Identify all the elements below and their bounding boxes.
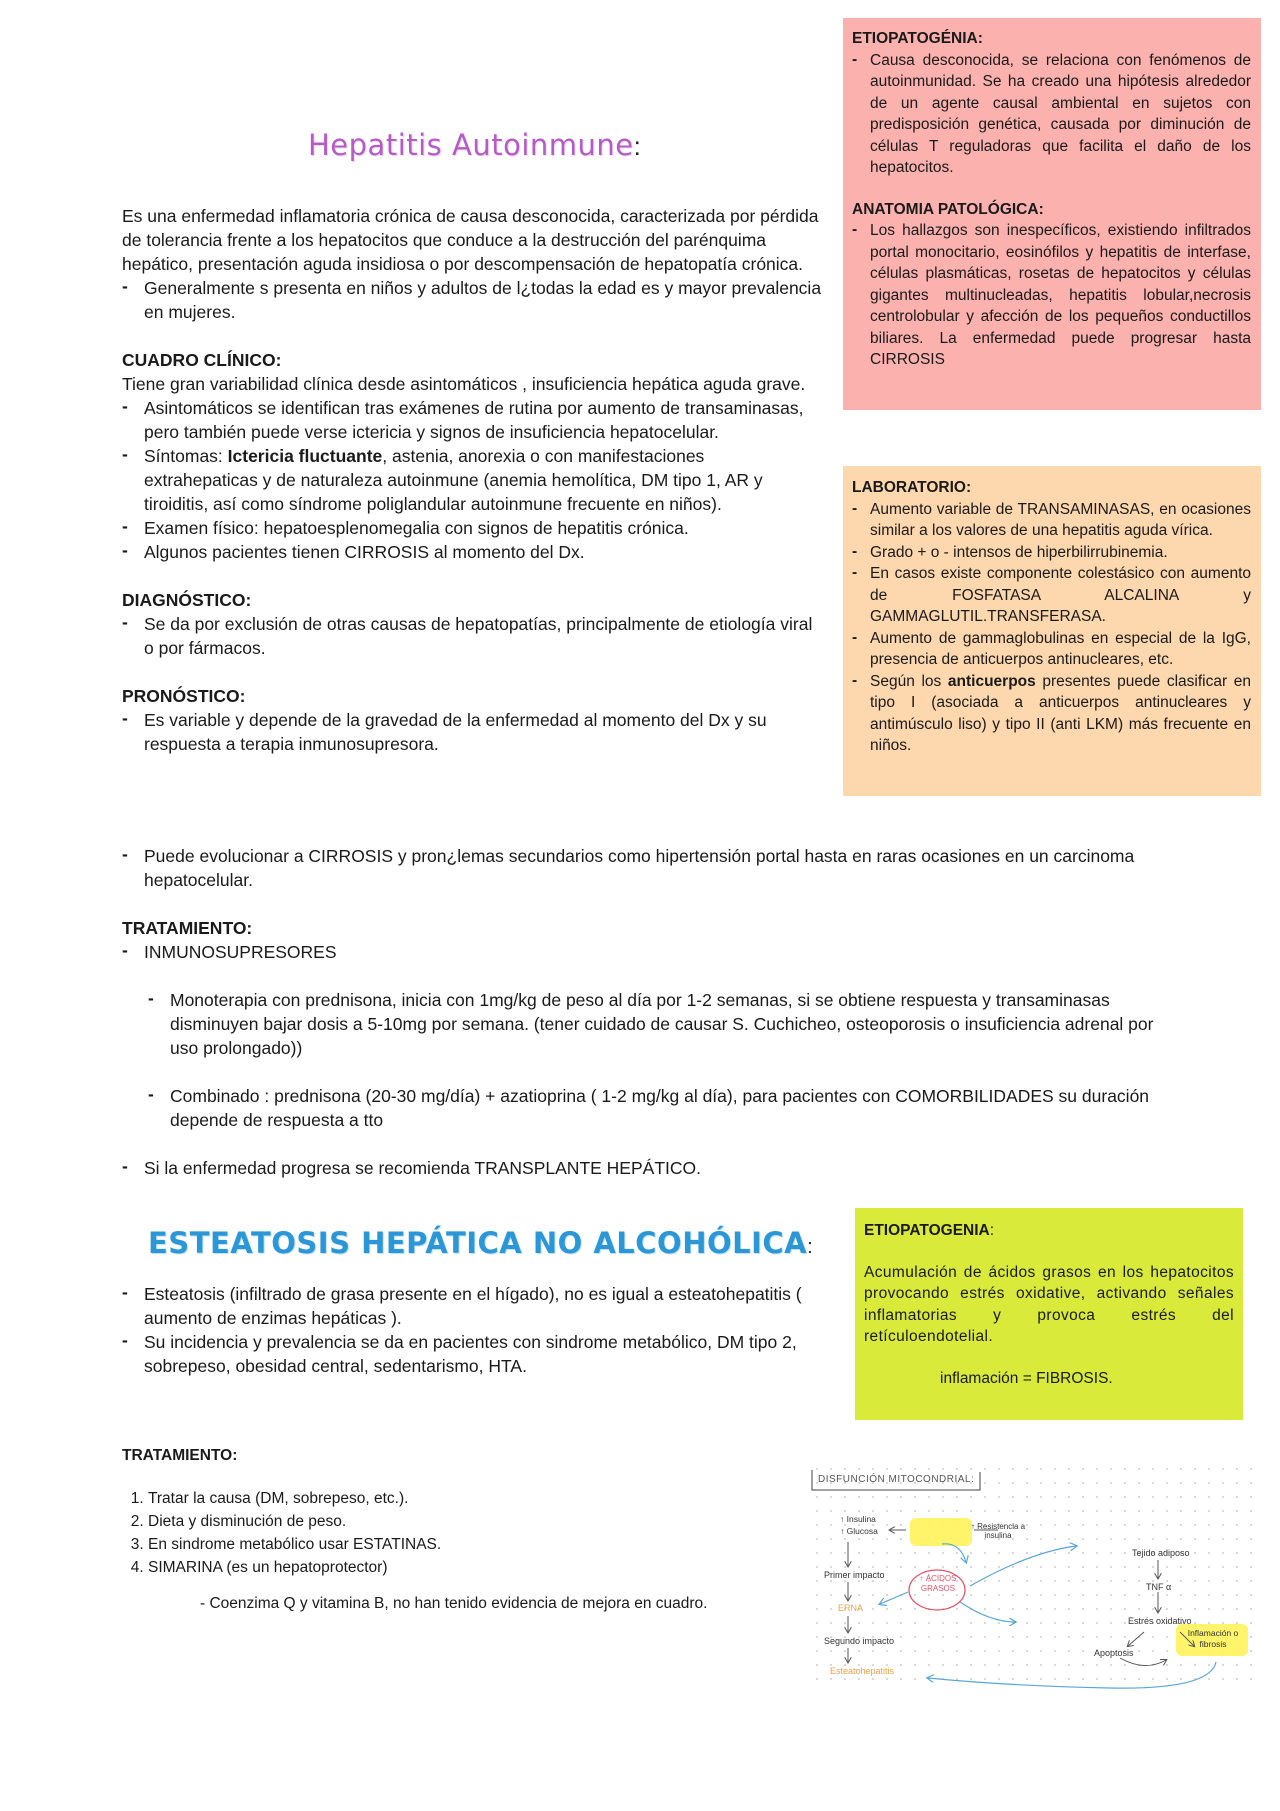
etiopatogenia-esteatosis-text: Acumulación de ácidos grasos en los hepatocitos provocando estrés oxidative, activando señales inflamatorias y provoca estrés del retículoendotelial. [864,1263,1234,1345]
intro-paragraph: Es una enfermedad inflamatoria crónica de causa desconocida, caracterizada por pérdida de tolerancia frente a los hepatocitos que conduce a la destrucción del parénquima hepático, presentación aguda insidiosa o por descompensación de hepatopatía crónica. [122,206,819,274]
highlight [910,1518,972,1546]
diagram-label: ↑ Resistencia a insulina [970,1522,1026,1540]
diagram-label: Primer impacto [824,1570,885,1580]
anatomia-heading: ANATOMIA PATOLÓGICA: [852,200,1044,218]
tratamiento-subbullet: - Combinado : prednisona (20-30 mg/día) + azatioprina ( 1-2 mg/kg al día), para pacientes con COMORBILIDADES su duración depende de respuesta a tto [148,1084,1172,1132]
diagram-label: Segundo impacto [824,1636,895,1646]
list-item: 1. Tratar la causa (DM, sobrepeso, etc.). [148,1487,842,1510]
diagnostico-heading: DIAGNÓSTICO: [122,590,252,610]
diagnostico-bullet: - Se da por exclusión de otras causas de hepatopatías, principalmente de etiología viral o por fármacos. [122,612,822,660]
tratamiento-subbullet: - Monoterapia con prednisona, inicia con 1mg/kg de peso al día por 1-2 semanas, si se obtiene respuesta y transaminasas disminuyen bajar dosis a 5-10mg por semana. (tener cuidado de causar S. Cuchicheo, osteoporosis o insuficiencia adrenal por uso prolongado)) [148,988,1172,1060]
cuadro-bullet: - Algunos pacientes tienen CIRROSIS al momento del Dx. [122,540,822,564]
arrow [880,1592,908,1604]
tratamiento-list [122,1487,842,1579]
etiopatogenia-heading: ETIOPATOGÉNIA: [852,30,983,47]
section-title [148,1226,813,1260]
esteatosis-treatment [122,1447,842,1613]
lab-item: - En casos existe componente colestásico con aumento de FOSFATASA ALCALINA y GAMMAGLUTIL.TRANSFERASA. [852,563,1251,628]
arrow [928,1662,1216,1688]
arrow [1120,1658,1166,1666]
title-hepatitis-autoinmune: Hepatitis Autoinmune [308,128,634,162]
tratamiento-note: - Coenzima Q y vitamina B, no han tenido evidencia de mejora en cuadro. [200,1595,708,1612]
esteatosis-body [122,1282,822,1378]
arrow [1128,1632,1144,1646]
etiopatogenia-esteatosis-heading: ETIOPATOGENIA: [864,1222,995,1239]
esteatosis-bullet: - Esteatosis (infiltrado de grasa presente en el hígado), no es igual a esteatohepatitis ( aumento de enzimas hepáticas ). [122,1282,822,1330]
diagram-label: ↑ ÁCIDOS GRASOS [919,1574,957,1593]
diagram-label: Tejido adiposo [1132,1548,1190,1558]
intro-bullet: - Generalmente s presenta en niños y adultos de l¿todas la edad es y mayor prevalencia en mujeres. [122,276,822,324]
title-colon: : [633,131,641,161]
diagram-label: Apoptosis [1094,1648,1134,1658]
lab-item: - Según los anticuerpos presentes puede clasificar en tipo I (asociada a anticuerpos antinucleares y antimúsculo liso) y tipo II (anti LKM) más frecuente en niños. [852,671,1251,757]
etiopatogenia-box [843,18,1261,410]
anatomia-text: - Los hallazgos son inespecíficos, existiendo infiltrados portal monocitario, eosinófilos y hepatitis de interfase, células plasmáticas, rosetas de hepatocitos y células gigantes multinucleadas, hepatitis lobular,necrosis centrolobular y afección de los pequeños conductillos biliares. La enfermedad puede progresar hasta CIRROSIS [852,220,1251,371]
cuadro-bullet: - Asintomáticos se identifican tras exámenes de rutina por aumento de transaminasas, pero también puede verse ictericia y signos de insuficiencia hepatocelular. [122,396,822,444]
tratamiento-heading: TRATAMIENTO: [122,918,253,938]
arrow [942,1544,966,1562]
title-esteatosis: ESTEATOSIS HEPÁTICA NO ALCOHÓLICA [148,1226,808,1260]
lab-item: - Grado + o - intensos de hiperbilirrubinemia. [852,542,1251,564]
mitochondrial-diagram [810,1462,1258,1692]
laboratorio-box [843,466,1261,796]
diagram-label: Esteatohepatitis [830,1666,895,1676]
tratamiento-bullet: - Si la enfermedad progresa se recomienda TRANSPLANTE HEPÁTICO. [122,1156,1172,1180]
lab-item: - Aumento variable de TRANSAMINASAS, en ocasiones similar a los valores de una hepatitis aguda vírica. [852,499,1251,542]
laboratorio-heading: LABORATORIO: [852,479,972,496]
pronostico-heading: PRONÓSTICO: [122,686,246,706]
cuadro-bullet: - Examen físico: hepatoesplenomegalia con signos de hepatitis crónica. [122,516,822,540]
tratamiento-bullet: - INMUNOSUPRESORES [122,940,1172,964]
diagram-label: TNF α [1146,1582,1172,1592]
list-item: 2. Dieta y disminución de peso. [148,1510,842,1533]
autoinmune-body [122,204,822,756]
diagram-label: Estrés oxidativo [1128,1616,1192,1626]
lab-item: - Aumento de gammaglobulinas en especial de la IgG, presencia de anticuerpos antinucleares, etc. [852,628,1251,671]
esteatosis-tratamiento-heading: TRATAMIENTO: [122,1447,238,1464]
arrow [970,1546,1076,1586]
pronostico-bullet: - Es variable y depende de la gravedad de la enfermedad al momento del Dx y su respuesta a terapia inmunosupresora. [122,708,822,756]
esteatosis-bullet: - Su incidencia y prevalencia se da en pacientes con sindrome metabólico, DM tipo 2, sobrepeso, obesidad central, sedentarismo, HTA. [122,1330,822,1378]
title-colon: : [807,1236,813,1258]
cuadro-heading: CUADRO CLÍNICO: [122,350,282,370]
cuadro-bullet: - Síntomas: Ictericia fluctuante, astenia, anorexia o con manifestaciones extrahepaticas y de naturaleza autoinmune (anemia hemolítica, DM tipo 1, AR y tiroiditis, así como síndrome poliglandular autoinmune frecuente en niños). [122,444,822,516]
list-item: 4. SIMARINA (es un hepatoprotector) [148,1556,842,1579]
diagram-label: ERNA [838,1603,864,1613]
page-title [308,128,641,162]
arrow [960,1602,1015,1622]
etiopatogenia-esteatosis-box [855,1208,1243,1420]
diagram-label: ↑ Insulina [840,1514,876,1524]
list-item: 3. En sindrome metabólico usar ESTATINAS. [148,1533,842,1556]
cuadro-intro: Tiene gran variabilidad clínica desde asintomáticos , insuficiencia hepática aguda grave. [122,374,806,394]
diagram-title: DISFUNCIÓN MITOCONDRIAL: [818,1474,975,1485]
autoinmune-body-wide [122,844,1172,1180]
diagram-label: Inflamación o fibrosis [1187,1628,1239,1649]
etiopatogenia-esteatosis-footer: inflamación = FIBROSIS. [940,1369,1113,1387]
pronostico-bullet: - Puede evolucionar a CIRROSIS y pron¿lemas secundarios como hipertensión portal hasta en raras ocasiones en un carcinoma hepatocelular. [122,844,1172,892]
etiopatogenia-text: - Causa desconocida, se relaciona con fenómenos de autoinmunidad. Se ha creado una hipótesis alrededor de un agente causal ambiental en sujetos con predisposición genética, causada por diminución de células T reguladoras que facilita el daño de los hepatocitos. [852,50,1251,179]
diagram-label: ↑ Glucosa [840,1526,878,1536]
